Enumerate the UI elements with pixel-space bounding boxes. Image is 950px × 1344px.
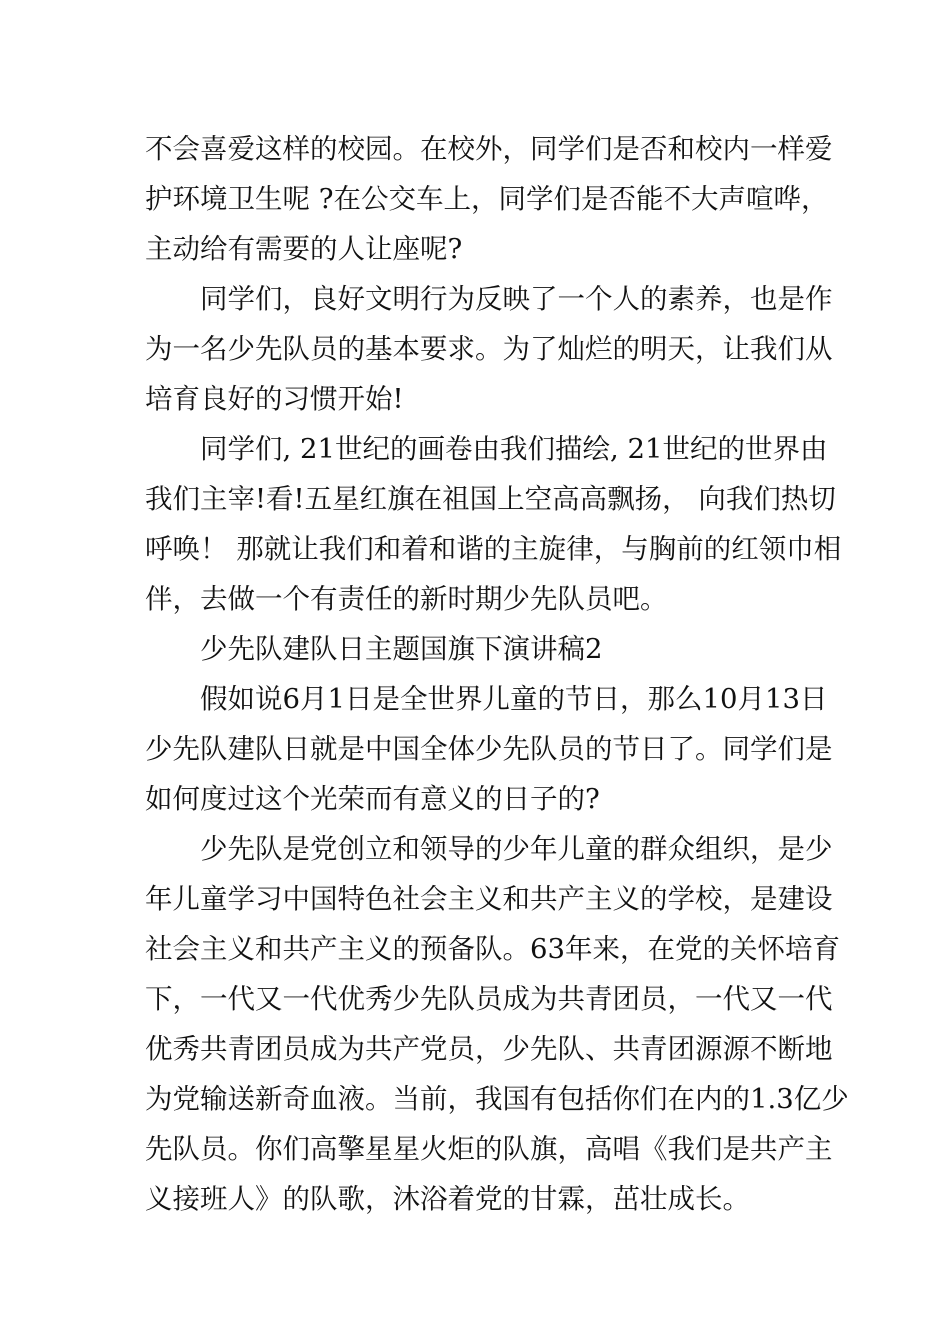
text-line: 假如说6月1日是全世界儿童的节日，那么10月13日: [200, 683, 828, 715]
document-page: [145, 124, 849, 1224]
text-line: 我们主宰!看!五星红旗在祖国上空高高飘扬， 向我们热切: [145, 483, 836, 515]
paragraph: [145, 824, 849, 1224]
text-line: 义接班人》的队歌，沐浴着党的甘霖，茁壮成长。: [145, 1183, 750, 1215]
text-line: 为一名少先队员的基本要求。为了灿烂的明天，让我们从: [145, 333, 833, 365]
text-line: 为党输送新奇血液。当前，我国有包括你们在内的1.3亿少: [145, 1083, 849, 1115]
text-line: 主动给有需要的人让座呢?: [145, 233, 463, 265]
text-line: 同学们，良好文明行为反映了一个人的素养，也是作: [200, 283, 833, 315]
heading-text: 少先队建队日主题国旗下演讲稿2: [200, 633, 603, 665]
paragraph: [145, 274, 833, 424]
text-line: 呼唤！ 那就让我们和着和谐的主旋律，与胸前的红领巾相: [145, 533, 842, 565]
text-line: 护环境卫生呢 ?在公交车上，同学们是否能不大声喧哗，: [145, 183, 829, 215]
text-line: 少先队是党创立和领导的少年儿童的群众组织，是少: [200, 833, 833, 865]
text-line: 先队员。你们高擎星星火炬的队旗，高唱《我们是共产主: [145, 1133, 833, 1165]
text-line: 优秀共青团员成为共产党员，少先队、共青团源源不断地: [145, 1033, 833, 1065]
text-line: 培育良好的习惯开始!: [145, 383, 404, 415]
text-line: 下，一代又一代优秀少先队员成为共青团员，一代又一代: [145, 983, 833, 1015]
text-line: 不会喜爱这样的校园。在校外，同学们是否和校内一样爱: [145, 133, 833, 165]
paragraph: [145, 424, 842, 624]
text-line: 同学们, 21世纪的画卷由我们描绘, 21世纪的世界由: [200, 433, 828, 465]
text-line: 伴，去做一个有责任的新时期少先队员吧。: [145, 583, 668, 615]
text-line: 年儿童学习中国特色社会主义和共产主义的学校，是建设: [145, 883, 833, 915]
text-line: 如何度过这个光荣而有意义的日子的?: [145, 783, 600, 815]
text-line: 少先队建队日就是中国全体少先队员的节日了。同学们是: [145, 733, 833, 765]
paragraph: [145, 674, 833, 824]
section-heading: [145, 624, 807, 674]
paragraph: [145, 124, 833, 274]
text-line: 社会主义和共产主义的预备队。63年来，在党的关怀培育: [145, 933, 840, 965]
